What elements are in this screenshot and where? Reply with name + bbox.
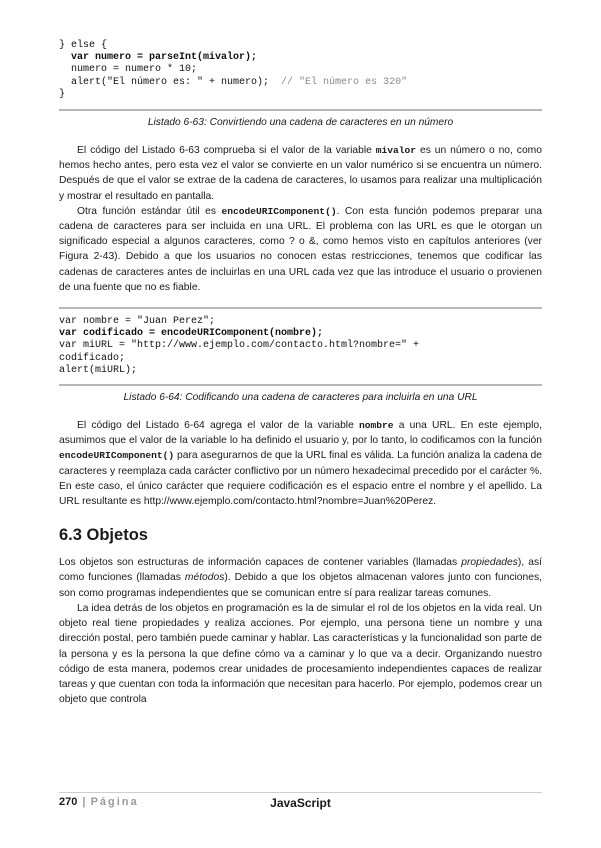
caption-text: : Convirtiendo una cadena de caracteres en un número	[203, 117, 454, 129]
page-content	[59, 38, 542, 707]
page-number: 270	[59, 796, 78, 808]
code-line: var nombre = "Juan Perez";	[59, 316, 216, 328]
section-heading: 6.3 Objetos	[59, 526, 148, 545]
paragraph-text: a una URL. En este ejemplo, asumimos que el valor de la variable lo ha definido el usuario y, por lo tanto, lo codificamos con la función	[59, 420, 542, 447]
page-label: Página	[90, 796, 139, 808]
code-text: alert("El número es: " + numero);	[59, 76, 270, 88]
paragraph-text: Los objetos son estructuras de información capaces de contener variables (llamadas	[59, 557, 462, 569]
paragraph	[59, 555, 542, 601]
code-line: numero = numero * 10;	[59, 64, 198, 76]
paragraph-text: ), así como funciones (llamadas	[59, 557, 542, 584]
emphasis-text: propiedades	[461, 557, 518, 569]
listing-caption	[59, 391, 542, 404]
divider	[59, 384, 542, 386]
code-comment: // "El número es 320"	[269, 76, 408, 88]
paragraph-text: ). Debido a que los objetos almacenan valores junto con funciones, son como programas independientes que se comunican entre sí para realizar tareas comunes.	[59, 572, 542, 599]
emphasis-text: métodos	[184, 572, 225, 584]
paragraph-text: Otra función estándar útil es	[77, 205, 222, 217]
paragraph	[59, 204, 542, 295]
paragraph-text: para asegurarnos de que la URL final es válida. La función analiza la cadena de caracteres y reemplaza cada carácter conflictivo por un número hexadecimal precedido por el carácter %. En este caso, el único carácter que requiere codificación es el espacio entre el nombre y el apellido. La URL resultante es http://www.ejemplo.com/contacto.html?nombre=Juan%20Perez.	[59, 450, 542, 508]
paragraph-text: El código del Listado 6-63 comprueba si el valor de la variable	[77, 145, 376, 157]
code-line: var codificado = encodeURIComponent(nombre);	[59, 328, 324, 340]
paragraph-text: . Con esta función podemos preparar una cadena de caracteres para ser incluida en una URL. El problema con las URL es que le otorgan un significado especial a algunos caracteres, como ? o &, como hemos visto en capítulos anteriores (ver Figura 2-43). Debido a que los usuarios no conocen estas restricciones, tenemos que codificar las cadenas de caracteres antes de incluirlas en una URL cada vez que las introduce el usuario o provienen de una fuente que no es fiable.	[59, 205, 542, 293]
code-block-listing-6-63	[59, 40, 542, 101]
caption-label: Listado 6-63	[147, 117, 204, 129]
page-footer	[59, 796, 542, 812]
footer-divider	[59, 792, 542, 793]
paragraph: La idea detrás de los objetos en programación es la de simular el rol de los objetos en la vida real. Un objeto real tiene propiedades y realiza acciones. Por ejemplo, una persona tiene un nombre y una dirección postal, pero también puede caminar y hablar. Las características y la funcionalidad son parte de la persona y es la persona la que define cómo va a caminar y lo que va a decir. Organizando nuestro código de esta manera, podemos crear unidades de procesamiento independientes capaces de realizar tareas y que cuentan con toda la información que necesitan para hacerlo. Por ejemplo, podemos crear un objeto que controla	[59, 602, 542, 706]
inline-code: encodeURIComponent()	[221, 205, 337, 217]
paragraph-text: El código del Listado 6-64 agrega el valor de la variable	[77, 420, 359, 432]
divider	[59, 307, 542, 309]
book-title: JavaScript	[270, 796, 331, 810]
code-line: var miURL = "http://www.ejemplo.com/contacto.html?nombre=" +	[59, 340, 420, 352]
caption-text: : Codificando una cadena de caracteres para incluirla en una URL	[179, 392, 478, 404]
listing-caption	[59, 116, 542, 129]
code-block-listing-6-64	[59, 316, 542, 377]
paragraph	[59, 143, 542, 204]
code-line: codificado;	[59, 352, 126, 364]
paragraph	[59, 418, 542, 509]
code-line: alert(miURL);	[59, 364, 138, 376]
inline-code: mivalor	[375, 145, 417, 157]
code-line	[59, 77, 542, 89]
inline-code: nombre	[359, 420, 394, 432]
code-line: } else {	[59, 40, 108, 51]
divider	[59, 109, 542, 111]
code-line: }	[59, 88, 66, 100]
code-line: var numero = parseInt(mivalor);	[59, 52, 258, 64]
inline-code: encodeURIComponent()	[59, 450, 175, 462]
caption-label: Listado 6-64	[123, 392, 180, 404]
footer-separator: |	[82, 796, 86, 808]
paragraph-text: es un número o no, como hemos hecho antes, pero esta vez el valor se convierte en un valor numérico si se encuentra un número. Después de que el valor se extrae de la cadena de caracteres, lo usamos para realizar una multiplicación y mostrar el resultado en pantalla.	[59, 145, 542, 202]
